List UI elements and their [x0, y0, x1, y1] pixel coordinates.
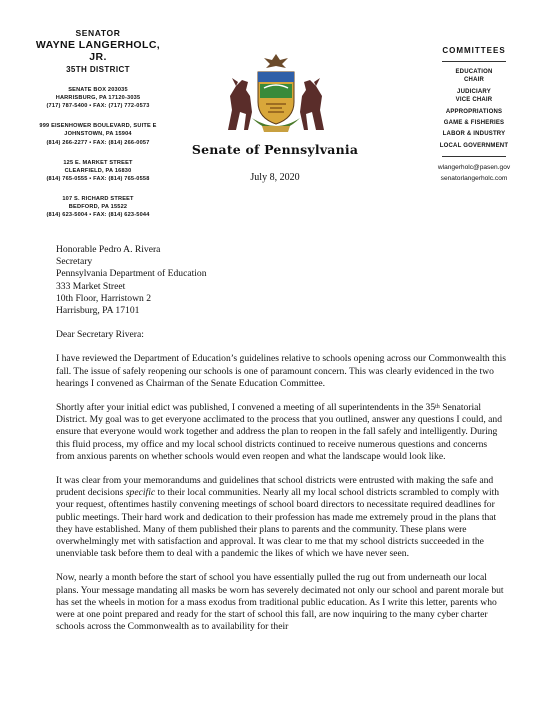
letter-body: [56, 244, 508, 633]
committees-title: COMMITTEES: [442, 46, 506, 55]
paragraph-2: Shortly after your initial edict was published, I convened a meeting of all superintendents in the 35th Senatorial District. My goal was to get everyone acclimated to the process that you outlined, answer any questions I could, and ensure that everyone would work together and address the plan to reopen in the fall safely and intelligently. During this fluid process, my office and my local school districts continued to receive numerous questions and concerns from anxious parents on whether schools would even reopen and what the landscape would look like.: [56, 402, 502, 462]
recipient-line: Pennsylvania Department of Education: [56, 268, 207, 280]
committee-education: EDUCATION CHAIR: [455, 69, 493, 84]
divider: [442, 156, 506, 157]
senator-website[interactable]: senatorlangerholc.com: [440, 175, 508, 183]
salutation: Dear Secretary Rivera:: [56, 329, 144, 341]
divider: [442, 61, 506, 62]
recipient-line: 10th Floor, Harristown 2: [56, 292, 152, 304]
committee-judiciary: JUDICIARY VICE CHAIR: [455, 88, 493, 104]
senator-title: SENATOR: [75, 28, 121, 38]
letter-date: July 8, 2020: [250, 172, 300, 183]
paragraph-3: It was clear from your memorandums and guidelines that school districts were entrusted with making the safe and prudent decisions specific to their local communities. Nearly all my local school districts scrambled to comply with your request, oftentimes hastily convening meetings of school board directors to necessitate required deadlines for public meetings. Their hard work and dedication to their profession has made me extremely proud in the plans that they have established. Many of them published their plans to parents and the community. These plans were overwhelmingly met with satisfaction and approval. It was clear to me that my school districts succeeded in the unenviable task before them to deal with a pandemic the likes of which we have never seen.: [56, 475, 500, 560]
senator-email[interactable]: wlangerholc@pasen.gov: [437, 164, 511, 172]
committee-game-fisheries: GAME & FISHERIES: [443, 119, 505, 126]
office-address-johnstown: 999 EISENHOWER BOULEVARD, SUITE E JOHNSTOWN, PA 15904 (814) 266-2277 • FAX: (814) 266-0057: [39, 123, 157, 146]
recipient-line: Harrisburg, PA 17101: [56, 305, 140, 317]
office-address-harrisburg: SENATE BOX 203035 HARRISBURG, PA 17120-3035 (717) 787-5400 • FAX: (717) 772-0573: [46, 87, 150, 110]
recipient-line: 333 Market Street: [56, 280, 126, 292]
pennsylvania-seal-icon: [222, 52, 330, 136]
office-address-bedford: 107 S. RICHARD STREET BEDFORD, PA 15522 (814) 623-5004 • FAX: (814) 623-5044: [46, 195, 150, 219]
recipient-address: [56, 244, 508, 317]
recipient-line: Honorable Pedro A. Rivera: [56, 244, 161, 255]
paragraph-4: Now, nearly a month before the start of school you have essentially pulled the rug out from underneath our local plans. Your message mandating all masks be worn has severely decimated not only our school and parent morale but has set the wheels in motion for a mass exodus from traditional public education. As I write this letter, parents who were at one point prepared and ready for the start of school this fall, are now inquiring to the many cyber charter schools across the Commonwealth as to availability for their: [56, 572, 504, 633]
senator-name: WAYNE LANGERHOLC, JR.: [35, 39, 161, 63]
committee-local-government: LOCAL GOVERNMENT: [439, 142, 509, 149]
committee-appropriations: APPROPRIATIONS: [445, 108, 503, 115]
senator-district: 35TH DISTRICT: [66, 65, 130, 74]
paragraph-1: I have reviewed the Department of Education’s guidelines relative to schools opening across our Commonwealth this fall. The issue of safely reopening our schools is one of paramount concern. This was clearly evidenced in the two hearings I convened as Chairman of the Senate Education Committee.: [56, 353, 506, 389]
committees-panel: [424, 46, 524, 184]
senator-letterhead: [28, 28, 168, 219]
recipient-line: Secretary: [56, 256, 93, 268]
committee-labor-industry: LABOR & INDUSTRY: [442, 131, 506, 138]
senate-name: Senate of Pennsylvania: [191, 142, 359, 157]
office-address-clearfield: 125 E. MARKET STREET CLEARFIELD, PA 16830 (814) 765-0555 • FAX: (814) 765-0558: [46, 159, 150, 182]
